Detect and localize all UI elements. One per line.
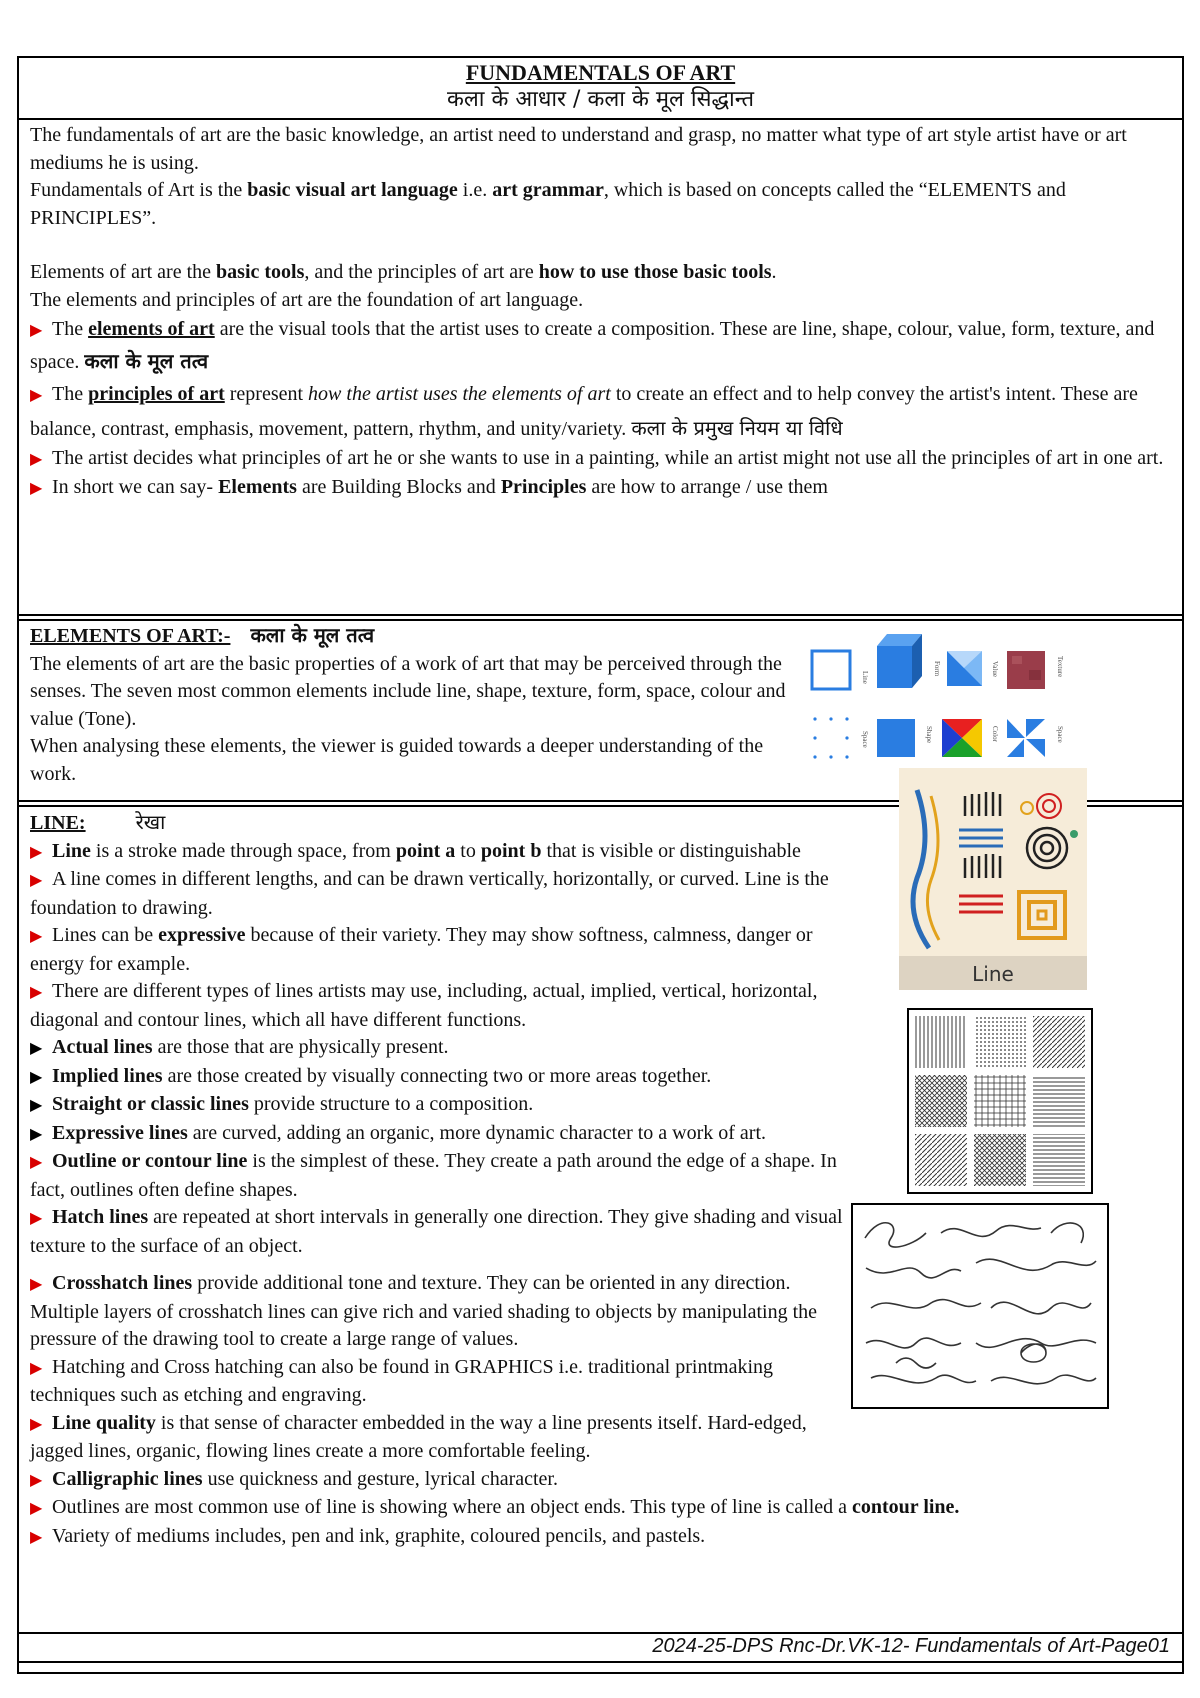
page-footer: 2024-25-DPS Rnc-Dr.VK-12- Fundamentals of Art-Page01 — [652, 1635, 1170, 1657]
document-page — [17, 56, 1184, 1674]
elements-paragraph: The elements of art are the basic properties of a work of art that may be perceived through the senses. The seven most common elements include line, shape, texture, form, space, colour and value (Tone). — [30, 652, 786, 730]
space-dots-icon — [813, 717, 848, 758]
triangle-bullet-icon: ▶ — [30, 843, 43, 861]
line-bullet-item: ▶ A line comes in different lengths, and can be drawn vertically, horizontally, or curved. Line is the foundation to drawing. — [30, 868, 829, 919]
bullet-item: ▶ In short we can say- Elements are Building Blocks and Principles are how to arrange / use them — [30, 474, 1172, 503]
line-bullet-item: ▶ Straight or classic lines provide structure to a composition. — [30, 1091, 870, 1120]
shape-square-icon — [877, 719, 915, 757]
color-wheel-icon — [942, 719, 982, 757]
triangle-bullet-icon: ▶ — [30, 1276, 43, 1293]
bullet-item: ▶ The elements of art are the visual tools that the artist uses to create a composition. These are line, shape, colour, value, form, texture, and space. कला के मूल तत्व — [30, 314, 1172, 378]
line-bullet-item: ▶ Outline or contour line is the simplest of these. They create a path around the edge of a shape. In fact, outlines often define shapes. — [30, 1150, 837, 1201]
triangle-bullet-icon: ▶ — [30, 1359, 43, 1377]
divider — [19, 1661, 1182, 1663]
line-bullet-item: ▶ Line quality is that sense of character embedded in the way a line presents itself. Hard-edged, jagged lines, organic, flowing lines create a more comfortable feeling. — [30, 1411, 807, 1462]
triangle-bullet-icon: ▶ — [30, 1500, 43, 1517]
line-bullet-item: ▶ There are different types of lines artists may use, including, actual, implied, vertical, horizontal, diagonal and contour lines, which all have different functions. — [30, 980, 818, 1031]
line-bullet-item: ▶ Outlines are most common use of line is showing where an object ends. This type of line is called a contour line. — [30, 1494, 1150, 1523]
divider — [19, 614, 1182, 616]
triangle-bullet-icon: ▶ — [30, 1210, 43, 1227]
bullet-item: ▶ The principles of art represent how the artist uses the elements of art to create an effect and to help convey the artist's intent. These are balance, contrast, emphasis, movement, pattern, rhythm, and unity/variety. कला के प्रमुख नियम या विधि — [30, 378, 1172, 445]
svg-text:Line: Line — [861, 671, 869, 684]
triangle-bullet-icon: ▶ — [30, 872, 43, 889]
elements-icons-image — [807, 626, 1177, 786]
triangle-bullet-icon: ▶ — [30, 1471, 43, 1489]
elements-paragraph: When analysing these elements, the viewer is guided towards a deeper understanding of the work. — [30, 735, 764, 785]
section-heading: LINE: रेखा — [30, 810, 166, 834]
divider — [19, 619, 1182, 621]
space-pinwheel-icon — [1007, 719, 1045, 757]
line-bullet-item: ▶ Crosshatch lines provide additional tone and texture. They can be oriented in any direction. Multiple layers of crosshatch lines can give rich and varied shading to objects by manipulating the pressure of the drawing tool to create a large range of values. — [30, 1272, 818, 1350]
triangle-bullet-icon: ▶ — [30, 1097, 43, 1114]
svg-text:Texture: Texture — [1056, 656, 1064, 678]
line-bullet-item: ▶ Implied lines are those created by visually connecting two or more areas together. — [30, 1063, 870, 1092]
line-bullet-item: ▶ Actual lines are those that are physically present. — [30, 1034, 870, 1063]
intro-paragraph: The elements and principles of art are the foundation of art language. — [30, 288, 584, 311]
calligraphic-lines-image — [851, 1203, 1109, 1409]
triangle-bullet-icon: ▶ — [30, 322, 43, 339]
hatching-textures-image — [907, 1008, 1093, 1194]
triangle-bullet-icon: ▶ — [30, 387, 43, 404]
header-section — [19, 60, 1182, 114]
triangle-bullet-icon: ▶ — [30, 451, 43, 468]
page-subtitle-hindi: कला के आधार / कला के मूल सिद्धान्त — [446, 87, 755, 112]
intro-paragraph: Fundamentals of Art is the basic visual art language i.e. art grammar, which is based on concepts called the “ELEMENTS and PRINCIPLES”. — [30, 179, 1066, 229]
line-bullet-item: ▶ Calligraphic lines use quickness and gesture, lyrical character. — [30, 1466, 1150, 1495]
svg-text:Form: Form — [933, 661, 941, 677]
triangle-bullet-icon: ▶ — [30, 1125, 43, 1143]
triangle-bullet-icon: ▶ — [30, 1415, 43, 1433]
line-caption: Line — [972, 962, 1014, 986]
triangle-bullet-icon: ▶ — [30, 1528, 43, 1546]
intro-paragraph: Elements of art are the basic tools, and the principles of art are how to use those basic tools. — [30, 261, 777, 283]
line-square-icon — [812, 651, 850, 689]
triangle-bullet-icon: ▶ — [30, 1068, 43, 1086]
line-bullet-item: ▶ Variety of mediums includes, pen and ink, graphite, coloured pencils, and pastels. — [30, 1523, 1150, 1552]
intro-paragraph: The fundamentals of art are the basic knowledge, an artist need to understand and grasp, no matter what type of art style artist have or art mediums he is using. — [30, 124, 1127, 174]
svg-text:Space: Space — [861, 731, 869, 748]
section-heading: ELEMENTS OF ART:- कला के मूल तत्व — [30, 623, 375, 647]
line-bullet-item: ▶ Hatch lines are repeated at short intervals in generally one direction. They give shading and visual texture to the surface of an object. — [30, 1206, 843, 1257]
page-title: FUNDAMENTALS OF ART — [465, 60, 736, 85]
divider — [19, 118, 1182, 120]
bullet-item: ▶ The artist decides what principles of art he or she wants to use in a painting, while an artist might not use all the principles of art in one art. — [30, 445, 1172, 474]
triangle-bullet-icon: ▶ — [30, 479, 43, 497]
intro-section — [19, 122, 1182, 502]
line-bullet-item: ▶ Lines can be expressive because of their variety. They may show softness, calmness, danger or energy for example. — [30, 924, 813, 975]
triangle-bullet-icon: ▶ — [30, 1040, 43, 1057]
triangle-bullet-icon: ▶ — [30, 1154, 43, 1171]
elements-section — [19, 622, 809, 788]
divider — [19, 1632, 1182, 1634]
triangle-bullet-icon: ▶ — [30, 984, 43, 1001]
line-bullet-item: ▶ Hatching and Cross hatching can also be found in GRAPHICS i.e. traditional printmaking techniques such as etching and engraving. — [30, 1355, 773, 1406]
svg-text:Space: Space — [1056, 726, 1064, 743]
line-illustration-image — [899, 768, 1087, 990]
svg-text:Shape: Shape — [925, 726, 933, 744]
triangle-bullet-icon: ▶ — [30, 928, 43, 945]
line-bullet-item: ▶ Line is a stroke made through space, from point a to point b that is visible or distinguishable — [30, 838, 870, 867]
line-bullet-item: ▶ Expressive lines are curved, adding an organic, more dynamic character to a work of art. — [30, 1120, 870, 1149]
svg-text:Value: Value — [991, 661, 999, 677]
svg-text:Color: Color — [991, 726, 999, 742]
